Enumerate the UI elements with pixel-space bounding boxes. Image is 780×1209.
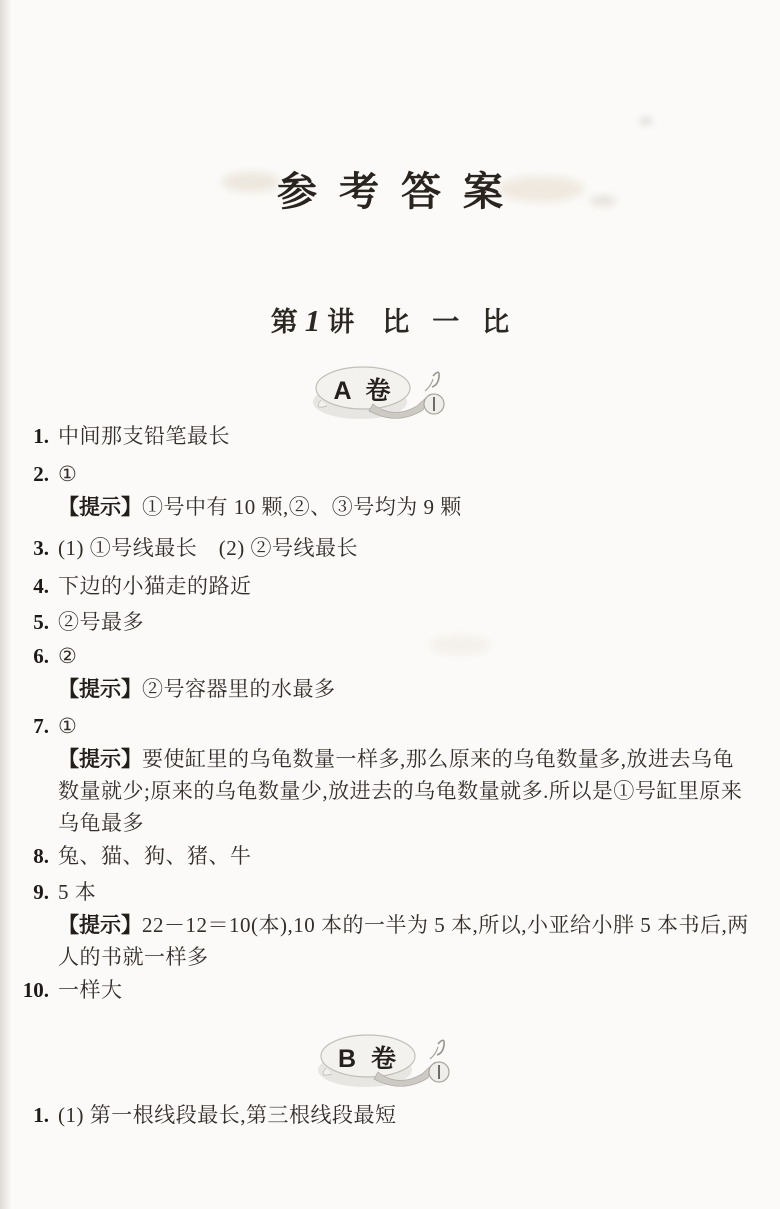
answer-item xyxy=(20,605,752,639)
balloon-string xyxy=(430,1047,438,1059)
item-number: 1. xyxy=(33,424,49,448)
volume-b-badge xyxy=(318,1030,466,1100)
item-number: 2. xyxy=(33,462,49,486)
item-number: 5. xyxy=(33,610,49,634)
item-text: 一样大 xyxy=(58,978,123,1002)
lesson-number: 1 xyxy=(304,303,323,338)
item-number: 9. xyxy=(33,880,49,904)
item-text: ① xyxy=(58,462,78,486)
lesson-suffix: 讲 xyxy=(327,307,357,337)
volume-a-label: A 卷 xyxy=(333,377,395,405)
item-text: ② xyxy=(58,644,78,668)
page-title-text: 参考答案 xyxy=(277,169,525,214)
hint-label: 【提示】 xyxy=(58,495,142,519)
lesson-heading xyxy=(0,300,780,339)
hint-label: 【提示】 xyxy=(58,747,142,771)
answer-hint xyxy=(20,743,752,839)
item-text: ②号最多 xyxy=(58,610,144,634)
volume-a-answers xyxy=(20,419,752,1007)
answer-item xyxy=(20,973,752,1007)
answer-hint xyxy=(20,673,752,705)
hint-text: 22－12＝10(本),10 本的一半为 5 本,所以,小亚给小胖 5 本书后,两人的书就一样多 xyxy=(58,913,749,969)
item-text: ① xyxy=(58,714,78,738)
hint-label: 【提示】 xyxy=(58,677,142,701)
answer-item xyxy=(20,419,752,453)
answer-item xyxy=(20,839,752,873)
page-title xyxy=(0,160,780,217)
item-number: 10. xyxy=(22,978,49,1002)
lesson-title: 比一比 xyxy=(382,307,533,337)
hint-text: 要使缸里的乌龟数量一样多,那么原来的乌龟数量多,放进去乌龟数量就少;原来的乌龟数量少,放进去的乌龟数量就多.所以是①号缸里原来乌龟最多 xyxy=(58,747,743,835)
item-text: 下边的小猫走的路近 xyxy=(58,574,252,598)
item-text: 5 本 xyxy=(58,880,97,904)
answer-item xyxy=(20,569,752,603)
volume-b-answers xyxy=(20,1098,752,1132)
hint-text: ②号容器里的水最多 xyxy=(142,677,336,701)
hint-label: 【提示】 xyxy=(58,913,142,937)
item-number: 4. xyxy=(33,574,49,598)
scan-smudge xyxy=(640,118,652,124)
item-text: (1) ①号线最长 (2) ②号线最长 xyxy=(58,536,358,560)
answer-item xyxy=(20,1098,752,1132)
answer-item xyxy=(20,639,752,673)
answer-hint xyxy=(20,491,752,523)
item-number: 1. xyxy=(33,1103,49,1127)
answer-item xyxy=(20,457,752,491)
hint-text: ①号中有 10 颗,②、③号均为 9 颗 xyxy=(142,495,462,519)
lesson-prefix: 第 xyxy=(270,307,300,337)
item-text: 兔、猫、狗、猪、牛 xyxy=(58,844,252,868)
balloon-string xyxy=(425,379,433,391)
item-number: 7. xyxy=(33,714,49,738)
item-number: 8. xyxy=(33,844,49,868)
volume-b-label: B 卷 xyxy=(337,1045,400,1073)
answer-item xyxy=(20,531,752,565)
answer-hint xyxy=(20,909,752,973)
item-number: 6. xyxy=(33,644,49,668)
item-text: (1) 第一根线段最长,第三根线段最短 xyxy=(58,1103,397,1127)
item-text: 中间那支铅笔最长 xyxy=(58,424,230,448)
answer-item xyxy=(20,709,752,743)
answer-item xyxy=(20,875,752,909)
item-number: 3. xyxy=(33,536,49,560)
